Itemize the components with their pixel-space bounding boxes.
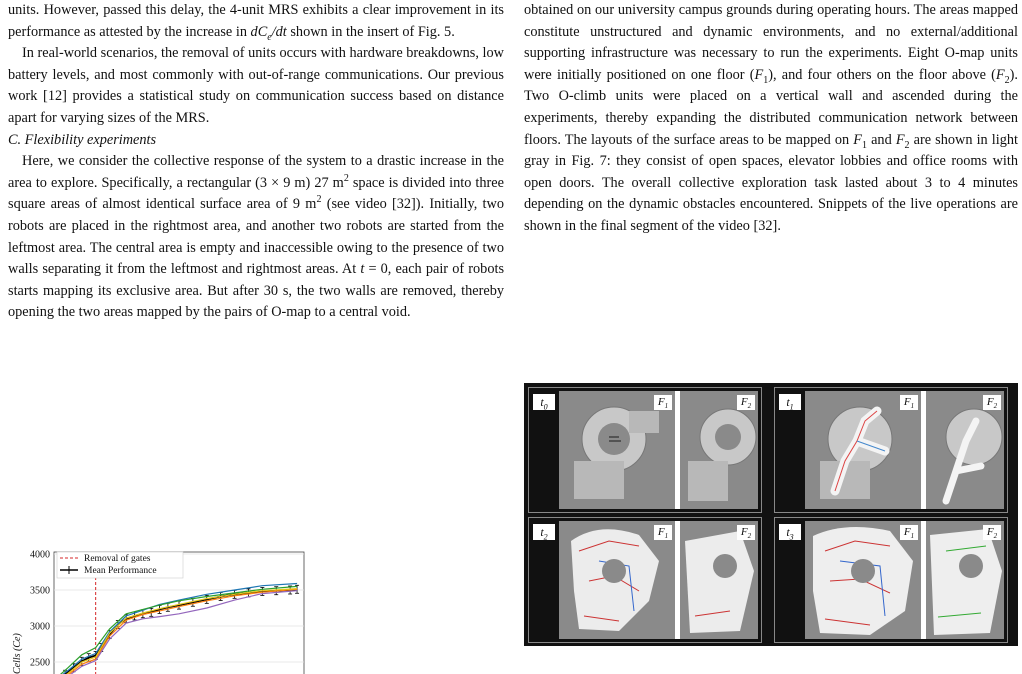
time-label: $t_3$ xyxy=(779,524,801,540)
floor-label: $F_2$ xyxy=(737,395,755,410)
floor-2-map xyxy=(926,391,1004,509)
map-panel-t1 xyxy=(774,387,1008,513)
legend-label: Removal of gates xyxy=(84,553,151,564)
y-tick-label: 3500 xyxy=(30,586,50,597)
floor-label: $F_2$ xyxy=(983,395,1001,410)
floor-2-map xyxy=(680,521,758,639)
series-line xyxy=(58,591,297,674)
floor-1-map xyxy=(559,521,675,639)
y-tick-label: 4000 xyxy=(30,550,50,561)
right-paragraph-1: obtained on our university campus grounds during operating hours. The areas mapped constitute unstructured and dynamic environments, and no external/additional supporting infrastructure was necessary to run the experiments. Eight O-map units were initially positioned on one floor $(F_1)$, and four others on the floor above $(F_2)$. Two O-climb units were placed on a vertical wall and ascended during the experiments, thereby expanding the distributed communication network between floors. The layouts of the surface areas to be mapped on $F_1$ and $F_2$ are shown in light gray in Fig. 7: they consist of open spaces, elevator lobbies and office rooms with open doors. The overall collective exploration task lasted about 3 to 4 minutes depending on the dynamic obstacles encountered. Snippets of the live operations are shown in the final segment of the video [32]. xyxy=(524,0,1018,238)
map-panel-t3 xyxy=(774,517,1008,643)
floor-label: $F_1$ xyxy=(900,395,918,410)
floor-label: $F_2$ xyxy=(983,525,1001,540)
left-paragraph-2: In real-world scenarios, the removal of units occurs with hardware breakdowns, low battery levels, and most commonly with out-of-range communications. Our previous work [12] provides a statistical study on communication success based on distance apart for varying sizes of the MRS. xyxy=(8,43,504,129)
map-figure xyxy=(524,383,1018,646)
time-label: $t_0$ xyxy=(533,394,555,410)
right-column xyxy=(524,0,1018,238)
series-line xyxy=(58,584,297,674)
y-axis-label: Cells (Ce) xyxy=(12,633,23,674)
floor-1-map xyxy=(805,391,921,509)
legend-label: Mean Performance xyxy=(84,565,157,576)
floor-label: $F_1$ xyxy=(900,525,918,540)
y-tick-label: 2500 xyxy=(30,658,50,669)
floor-2-map xyxy=(926,521,1004,639)
chart-svg xyxy=(8,544,308,674)
floor-1-map xyxy=(805,521,921,639)
floor-1-map xyxy=(559,391,675,509)
floor-2-map xyxy=(680,391,758,509)
section-heading: C. Flexibility experiments xyxy=(8,130,504,152)
left-paragraph-3: Here, we consider the collective response of the system to a drastic increase in the area to explore. Specifically, a rectangular (3 × 9 m) 27 $m^2$ space is divided into three square areas of almost identical surface area of 9 $m^2$ (see video [32]). Initially, two robots are placed in the rightmost area, and another two robots are started from the leftmost area. The central area is empty and inaccessible owing to the presence of two walls separating it from the leftmost and rightmost areas. At t = 0, each pair of robots starts mapping its exclusive area. But after 30 s, the two walls are removed, thereby opening the two areas mapped by the pairs of O-map to a central void. xyxy=(8,151,504,324)
floor-label: $F_1$ xyxy=(654,525,672,540)
map-panel-t0 xyxy=(528,387,762,513)
left-paragraph-1: units. However, passed this delay, the 4-unit MRS exhibits a clear improvement in its performance as attested by the increase in $dC_e/dt$ shown in the insert of Fig. 5. xyxy=(8,0,504,43)
floor-label: $F_2$ xyxy=(737,525,755,540)
left-column xyxy=(8,0,504,324)
time-label: $t_1$ xyxy=(779,394,801,410)
floor-label: $F_1$ xyxy=(654,395,672,410)
time-label: $t_2$ xyxy=(533,524,555,540)
cells-chart xyxy=(8,544,308,674)
map-panel-t2 xyxy=(528,517,762,643)
y-tick-label: 3000 xyxy=(30,622,50,633)
